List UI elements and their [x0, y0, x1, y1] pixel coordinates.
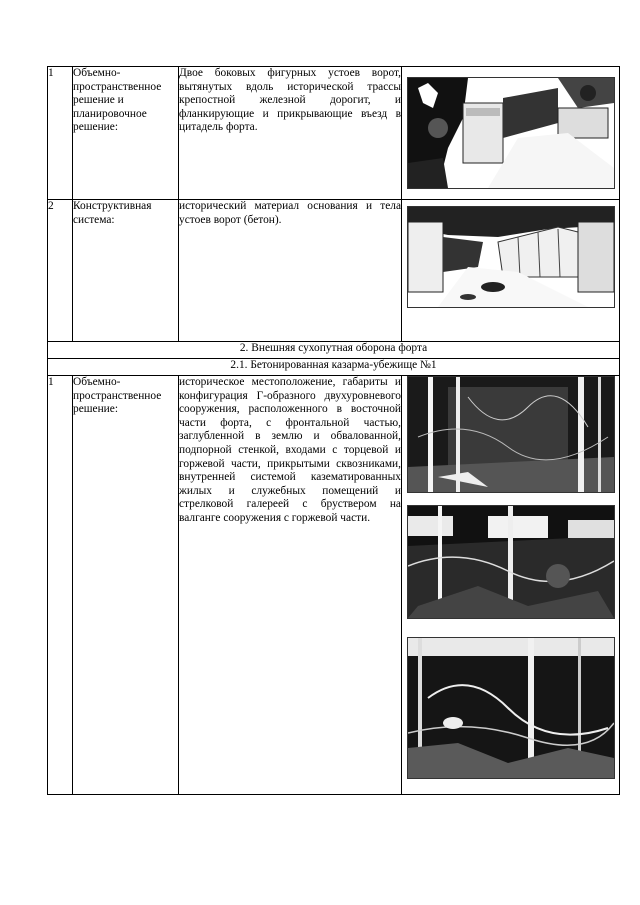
photo-gate-road: [407, 77, 615, 189]
table-row: [48, 200, 620, 342]
row-number: 1: [48, 67, 73, 200]
subsection-title: 2.1. Бетонированная казарма-убежище №1: [48, 359, 620, 376]
table-row: [48, 376, 620, 795]
photo-cell: [402, 67, 620, 200]
attribute-cell: Объемно-пространственное решение:: [73, 376, 179, 795]
description-cell: [179, 376, 402, 795]
attribute-cell: Объемно-пространственное решение и планировочное решение:: [73, 67, 179, 200]
attribute-cell: Конструктивная система:: [73, 200, 179, 342]
photo-cell: [402, 200, 620, 342]
photo-forest-ground: [407, 637, 615, 779]
photo-forest-wall: [407, 505, 615, 619]
table-row: [48, 67, 620, 200]
row-number: 2: [48, 200, 73, 342]
row-number: 1: [48, 376, 73, 795]
subsection-row: [48, 359, 620, 376]
photo-gate-piers: [407, 206, 615, 308]
description-cell: [179, 200, 402, 342]
photo-forest-structure: [407, 376, 615, 493]
section-title: 2. Внешняя сухопутная оборона форта: [48, 342, 620, 359]
description-text: историческое местоположение, габариты и конфигурация Г-образного двухуровневого сооружения, расположенного в восточной части форта, с фронтальной частью, заглубленной в землю и обвалованной, подпорной стенкой, входами с торцевой и горжевой части, прикрытыми сквозниками, внутренней системой казематированных жилых и служебных помещений и стрелковой галереей с бруствером на валганге сооружения с горжевой части.: [179, 376, 401, 524]
description-cell: [179, 67, 402, 200]
section-row: [48, 342, 620, 359]
photo-cell: [402, 376, 620, 795]
heritage-table: [47, 66, 620, 795]
description-text: исторический материал основания и тела устоев ворот (бетон).: [179, 200, 401, 226]
description-text: Двое боковых фигурных устоев ворот, вытянутых вдоль исторической трассы крепостной железной дорогит, и фланкирующие и прикрывающие въезд в цитадель форта.: [179, 67, 401, 134]
